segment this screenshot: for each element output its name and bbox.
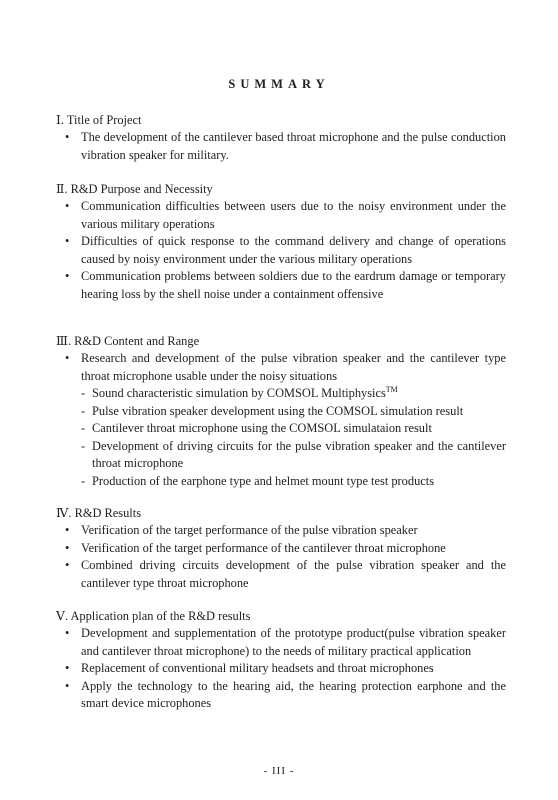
list-item-text: Replacement of conventional military headsets and throat microphones <box>81 661 434 675</box>
sub-list-item-text: Cantilever throat microphone using the COMSOL simulataion result <box>92 421 432 435</box>
sub-list-item <box>56 420 506 438</box>
dash-icon: - <box>81 403 86 418</box>
section-application-plan <box>56 607 506 713</box>
list-item-text: Communication difficulties between users due to the noisy environment under the various military operations <box>81 199 506 231</box>
bullet-icon: • <box>65 199 70 213</box>
dash-icon: - <box>81 421 86 435</box>
section-purpose-necessity <box>56 180 506 303</box>
list-item <box>56 678 506 713</box>
page-title: SUMMARY <box>228 77 330 91</box>
dash-icon: - <box>81 438 86 453</box>
bullet-icon: • <box>65 678 70 693</box>
dash-icon: - <box>81 473 86 488</box>
list-item <box>56 268 506 303</box>
sub-list-item <box>56 473 506 491</box>
bullet-icon: • <box>65 626 70 640</box>
list-item-text: The development of the cantilever based throat microphone and the pulse conduction vibration speaker for military. <box>81 130 506 162</box>
bullet-icon: • <box>65 523 70 537</box>
list-item <box>56 129 506 164</box>
sub-list-item-text: Pulse vibration speaker development using the COMSOL simulation result <box>92 403 464 418</box>
sub-list-item-text: Production of the earphone type and helmet mount type test products <box>92 473 435 488</box>
list-item <box>56 350 506 385</box>
sub-list-item <box>56 438 506 473</box>
list-item <box>56 540 506 558</box>
bullet-icon: • <box>65 661 70 675</box>
list-item-text: Apply the technology to the hearing aid, the hearing protection earphone and the smart device microphones <box>81 678 506 710</box>
bullet-icon: • <box>65 130 70 144</box>
list-item-text: Combined driving circuits development of the pulse vibration speaker and the cantilever type throat microphone <box>81 558 506 590</box>
list-item <box>56 557 506 592</box>
list-item-text: Difficulties of quick response to the command delivery and change of operations caused by noisy environment under the various military operations <box>81 234 506 266</box>
section-title-of-project <box>56 111 506 164</box>
page-number: - III - <box>263 765 295 777</box>
bullet-icon: • <box>65 351 70 365</box>
section-heading: Ⅱ. R&D Purpose and Necessity <box>56 182 213 196</box>
bullet-icon: • <box>65 269 70 283</box>
bullet-icon: • <box>65 540 70 555</box>
list-item <box>56 233 506 268</box>
section-heading: Ⅴ. Application plan of the R&D results <box>56 609 251 623</box>
list-item <box>56 522 506 540</box>
section-heading: Ⅳ. R&D Results <box>56 506 142 520</box>
section-content-range <box>56 332 506 490</box>
sub-list-item-text: Development of driving circuits for the pulse vibration speaker and the cantilever throat microphone <box>92 438 506 470</box>
list-item-text: Communication problems between soldiers due to the eardrum damage or temporary hearing loss by the shell noise under a containment offensive <box>81 269 506 301</box>
section-results <box>56 504 506 592</box>
list-item-text: Verification of the target performance of the pulse vibration speaker <box>81 523 418 537</box>
dash-icon: - <box>81 386 86 400</box>
bullet-icon: • <box>65 234 70 248</box>
sub-list-item <box>56 385 506 403</box>
list-item-text: Development and supplementation of the prototype product(pulse vibration speaker and cantilever throat microphone) to the needs of military practical application <box>81 626 506 658</box>
list-item <box>56 198 506 233</box>
list-item <box>56 625 506 660</box>
sub-list-item <box>56 403 506 421</box>
list-item-text: Verification of the target performance of the cantilever throat microphone <box>81 540 446 555</box>
list-item-text: Research and development of the pulse vibration speaker and the cantilever type throat microphone usable under the noisy situations <box>81 351 506 383</box>
section-heading: Ⅰ. Title of Project <box>56 113 142 127</box>
trademark-sup: TM <box>385 384 398 394</box>
section-heading: Ⅲ. R&D Content and Range <box>56 334 200 348</box>
list-item <box>56 660 506 678</box>
bullet-icon: • <box>65 558 70 572</box>
sub-list-item-text: Sound characteristic simulation by COMSOL Multiphysics <box>92 386 386 400</box>
